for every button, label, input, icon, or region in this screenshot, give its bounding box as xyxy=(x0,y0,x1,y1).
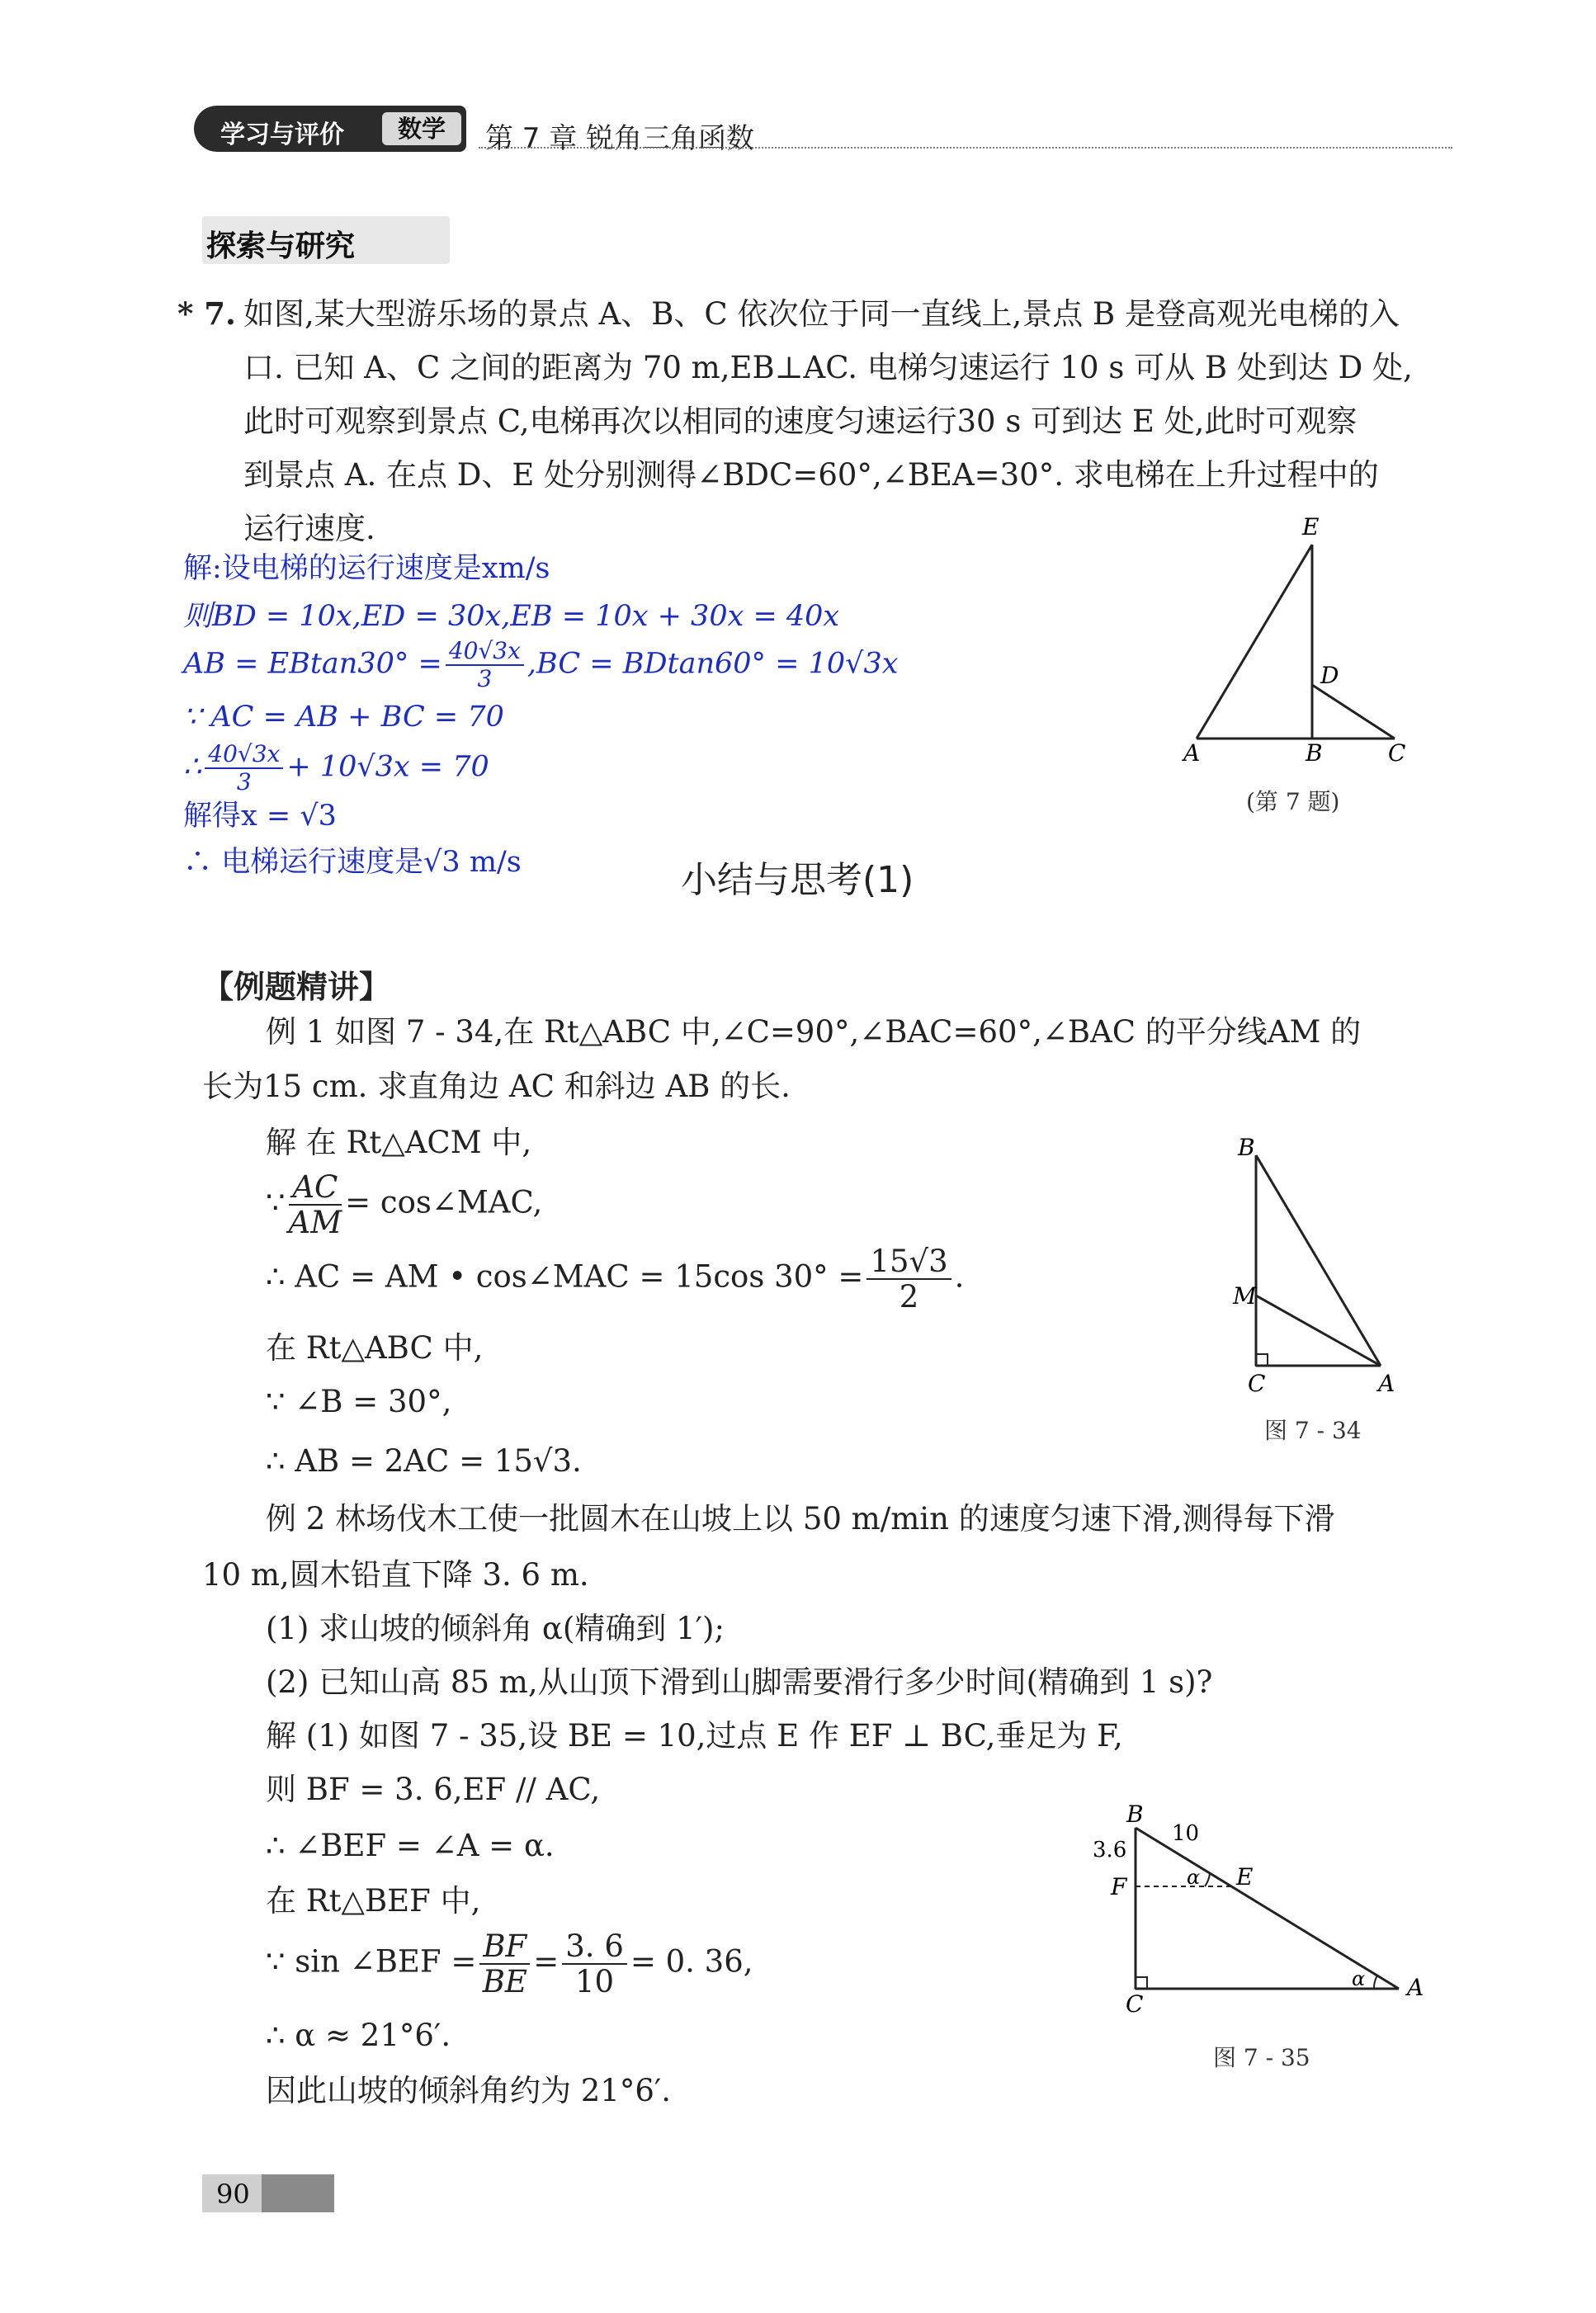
ex1-solution-6: ∴ AB = 2AC = 15√3. xyxy=(266,1443,582,1479)
answer-line-2: 则BD = 10x,ED = 30x,EB = 10x + 30x = 40x xyxy=(183,600,840,633)
ex2-question-2: (2) 已知山高 85 m,从山顶下滑到山脚需要滑行多少时间(精确到 1 s)? xyxy=(266,1664,1213,1700)
answer-line-1: 解:设电梯的运行速度是xm/s xyxy=(183,552,550,585)
answer-line-3-num: 40√3x xyxy=(446,640,524,666)
fig734-label-B: B xyxy=(1238,1134,1255,1161)
problem-line-5: 运行速度. xyxy=(243,511,375,546)
ex1-sol2-den: AM xyxy=(288,1205,342,1240)
fig735-label-C: C xyxy=(1126,1990,1144,2013)
ex1-solution-1: 解 在 Rt△ACM 中, xyxy=(266,1125,532,1160)
answer-line-6: 解得x = √3 xyxy=(183,800,337,833)
ex2-sol5-num1: BF xyxy=(479,1931,530,1965)
problem-line-1: 如图,某大型游乐场的景点 A、B、C 依次位于同一直线上,景点 B 是登高观光电梯的入 xyxy=(243,296,1400,332)
ex2-solution-6: ∴ α ≈ 21°6′. xyxy=(266,2018,451,2053)
figure-7-35 xyxy=(1081,1799,1444,2013)
header-book-pill xyxy=(194,106,466,152)
answer-line-5-a: ∴ xyxy=(183,750,202,784)
answer-line-3-den: 3 xyxy=(477,665,493,692)
ex2-question-1: (1) 求山坡的倾斜角 α(精确到 1′); xyxy=(266,1611,725,1646)
ex1-sol2-a: ∵ xyxy=(266,1184,286,1220)
ex1-line-2: 长为15 cm. 求直角边 AC 和斜边 AB 的长. xyxy=(202,1069,791,1104)
answer-line-5-num: 40√3x xyxy=(205,743,283,769)
fig735-angle-arc-A xyxy=(1374,1975,1377,1989)
fig735-label-B: B xyxy=(1126,1801,1144,1828)
fig7-line-AE xyxy=(1197,545,1312,739)
answer-line-5-b: + 10√3x = 70 xyxy=(286,750,489,784)
figure-problem-7 xyxy=(1172,512,1419,809)
fig7-label-B: B xyxy=(1306,739,1323,767)
ex2-sol5-num2: 3. 6 xyxy=(562,1931,627,1965)
ex2-sol5-a: ∵ sin ∠BEF = xyxy=(266,1943,477,1980)
fig7-label-E: E xyxy=(1302,513,1320,540)
fig734-line-BA xyxy=(1256,1155,1381,1366)
fig7-label-A: A xyxy=(1183,739,1201,767)
fig7-label-D: D xyxy=(1320,662,1339,689)
ex2-solution-5 xyxy=(266,1928,753,1999)
header-subject: 数学 xyxy=(382,112,461,145)
ex2-sol5-den2: 10 xyxy=(575,1964,615,1999)
ex1-solution-4: 在 Rt△ABC 中, xyxy=(266,1330,484,1366)
ex1-solution-5: ∵ ∠B = 30°, xyxy=(266,1384,452,1419)
fig7-caption: (第 7 题) xyxy=(1246,788,1340,815)
ex2-line-2: 10 m,圆木铅直下降 3. 6 m. xyxy=(202,1557,589,1593)
fig735-label-10: 10 xyxy=(1172,1821,1200,1846)
ex2-solution-3: ∴ ∠BEF = ∠A = α. xyxy=(266,1828,555,1863)
fig734-label-A: A xyxy=(1378,1370,1395,1395)
ex1-sol2-num: AC xyxy=(289,1172,342,1206)
figure-7-34 xyxy=(1221,1131,1419,1395)
ex2-solution-1: 解 (1) 如图 7 - 35,设 BE = 10,过点 E 作 EF ⊥ BC,垂足为 F, xyxy=(266,1718,1123,1754)
header-chapter: 第 7 章 锐角三角函数 xyxy=(485,122,755,155)
ex1-solution-2 xyxy=(266,1169,543,1240)
answer-line-5-den: 3 xyxy=(236,768,252,795)
fig734-line-MA xyxy=(1256,1296,1381,1366)
fig735-label-E: E xyxy=(1236,1863,1254,1891)
fig735-label-3-6: 3.6 xyxy=(1093,1838,1127,1862)
fig735-caption: 图 7 - 35 xyxy=(1213,2044,1310,2071)
examples-heading: 【例题精讲】 xyxy=(202,969,391,1005)
ex2-solution-2: 则 BF = 3. 6,EF // AC, xyxy=(266,1772,601,1807)
summary-title: 小结与思考(1) xyxy=(681,859,914,901)
fig735-right-angle xyxy=(1136,1977,1147,1989)
problem-line-2: 口. 已知 A、C 之间的距离为 70 m,EB⊥AC. 电梯匀速运行 10 s 可从 B 处到达 D 处, xyxy=(243,350,1413,385)
fig7-line-DC xyxy=(1312,685,1395,739)
ex2-sol5-b: = 0. 36, xyxy=(630,1943,753,1980)
fig734-label-C: C xyxy=(1248,1370,1266,1395)
problem-line-3: 此时可观察到景点 C,电梯再次以相同的速度匀速运行30 s 可到达 E 处,此时可观察 xyxy=(243,404,1358,439)
fig7-label-C: C xyxy=(1388,739,1406,767)
ex1-line-1: 例 1 如图 7 - 34,在 Rt△ABC 中,∠C=90°,∠BAC=60°,∠BAC 的平分线AM 的 xyxy=(266,1014,1362,1050)
ex2-solution-7: 因此山坡的倾斜角约为 21°6′. xyxy=(266,2073,672,2108)
fig734-right-angle xyxy=(1256,1354,1268,1366)
fig734-caption: 图 7 - 34 xyxy=(1264,1417,1362,1444)
ex1-sol3-num: 15√3 xyxy=(866,1246,951,1280)
fig735-label-F: F xyxy=(1111,1873,1127,1900)
ex2-line-1: 例 2 林场伐木工使一批圆木在山坡上以 50 m/min 的速度匀速下滑,测得每下滑 xyxy=(266,1501,1335,1536)
ex2-sol5-den1: BE xyxy=(482,1964,527,1999)
ex1-solution-3 xyxy=(266,1244,965,1315)
answer-line-3 xyxy=(183,637,899,692)
ex2-sol5-mid: = xyxy=(533,1943,560,1980)
fig735-label-alpha-E: α xyxy=(1187,1866,1201,1889)
page-number: 90 xyxy=(216,2178,250,2210)
answer-line-3-b: ,BC = BDtan60° = 10√3x xyxy=(526,647,899,681)
fig735-label-A: A xyxy=(1407,1974,1424,2001)
section-label: 探索与研究 xyxy=(206,229,356,263)
problem-line-4: 到景点 A. 在点 D、E 处分别测得∠BDC=60°,∠BEA=30°. 求电梯在上升过程中的 xyxy=(243,457,1379,493)
header-book: 学习与评价 xyxy=(220,120,344,149)
problem-number: * 7. xyxy=(177,295,236,332)
ex1-sol3-a: ∴ AC = AM • cos∠MAC = 15cos 30° = xyxy=(266,1258,864,1295)
fig735-label-alpha-A: α xyxy=(1352,1967,1366,1990)
ex2-solution-4: 在 Rt△BEF 中, xyxy=(266,1883,481,1919)
answer-line-3-a: AB = EBtan30° = xyxy=(183,647,442,681)
answer-line-4: ∵ AC = AB + BC = 70 xyxy=(183,701,504,734)
answer-line-7: ∴ 电梯运行速度是√3 m/s xyxy=(183,846,522,879)
ex1-sol2-b: = cos∠MAC, xyxy=(345,1184,543,1220)
fig734-label-M: M xyxy=(1233,1282,1257,1310)
header-divider xyxy=(479,147,1452,149)
ex1-sol3-b: . xyxy=(954,1258,965,1295)
fig735-angle-arc-E xyxy=(1205,1873,1210,1886)
answer-line-5 xyxy=(183,740,489,795)
fig735-line-BA xyxy=(1136,1828,1399,1989)
ex1-sol3-den: 2 xyxy=(899,1279,919,1315)
